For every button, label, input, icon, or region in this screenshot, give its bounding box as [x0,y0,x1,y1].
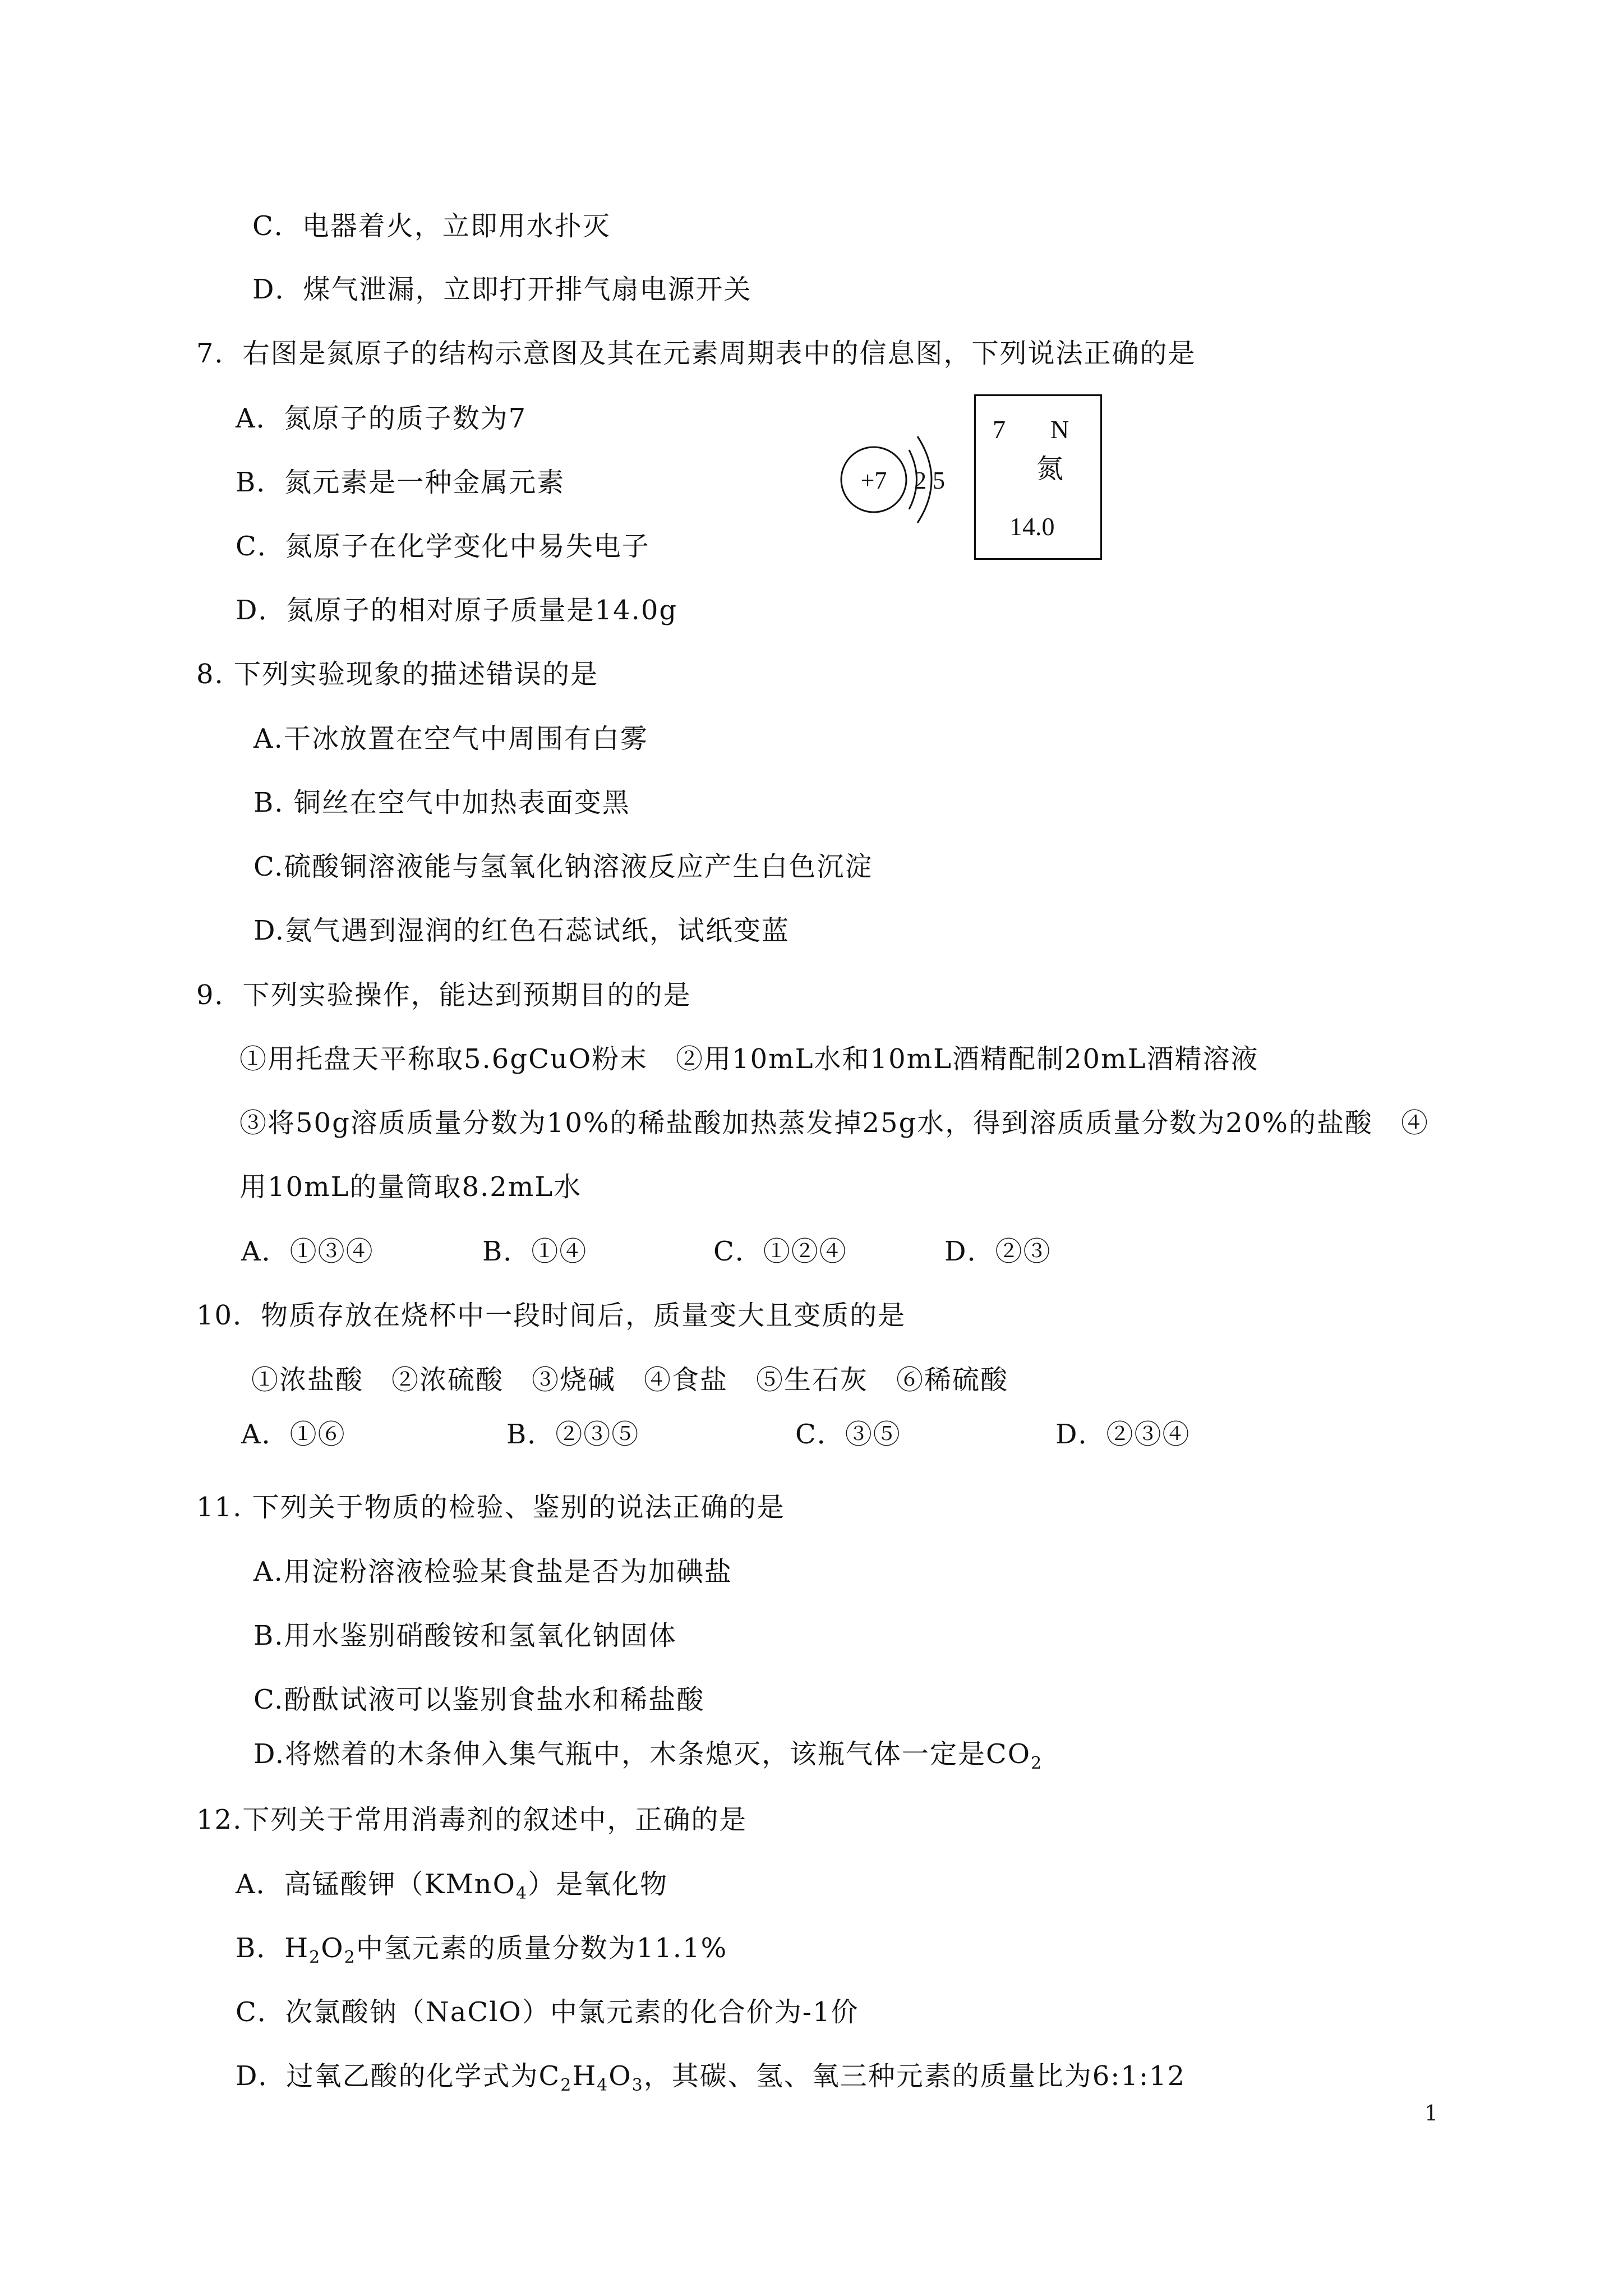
q10-option-c: C．③⑤ [795,1419,901,1450]
nucleus-charge: +7 [860,467,887,494]
q6-option-c: C．电器着火，立即用水扑灭 [252,210,611,242]
q7-option-d: D．氮原子的相对原子质量是14.0g [236,595,678,626]
q7-option-c: C．氮原子在化学变化中易失电子 [236,531,650,562]
q11-option-a: A.用淀粉溶液检验某食盐是否为加碘盐 [253,1556,732,1588]
q12-option-d: D．过氧乙酸的化学式为$C_2H_4O_3$，其碳、氢、氧三种元素的质量比为6:1:12 [236,2060,1186,2095]
q6-option-d: D．煤气泄漏，立即打开排气扇电源开关 [252,274,752,305]
element-symbol: N [1050,415,1069,444]
q12-stem: 12.下列关于常用消毒剂的叙述中，正确的是 [196,1804,748,1835]
q9-option-c: C．①②④ [713,1236,847,1267]
q10-option-b: B．②③⑤ [506,1419,640,1450]
q7-stem: 7．右图是氮原子的结构示意图及其在元素周期表中的信息图，下列说法正确的是 [196,338,1196,369]
shell2-electrons: 5 [933,467,945,494]
q11-option-b: B.用水鉴别硝酸铵和氢氧化钠固体 [253,1620,677,1651]
q7-option-b: B．氮元素是一种金属元素 [236,467,565,498]
q12-option-c: C．次氯酸钠（NaClO）中氯元素的化合价为-1价 [236,1996,859,2028]
q11-option-d: D.将燃着的木条伸入集气瓶中，木条熄灭，该瓶气体一定是$CO_2$ [253,1738,1043,1773]
q8-option-a: A.干冰放置在空气中周围有白雾 [253,723,648,754]
q8-option-b: B. 铜丝在空气中加热表面变黑 [253,787,630,818]
q9-item-line-2: ③将50g溶质质量分数为10%的稀盐酸加热蒸发掉25g水，得到溶质质量分数为20%的盐酸 ④ [239,1107,1429,1139]
q9-option-b: B．①④ [482,1236,588,1267]
q9-option-d: D．②③ [944,1236,1052,1267]
q9-option-a: A．①③④ [241,1236,374,1267]
q9-stem: 9．下列实验操作，能达到预期目的的是 [196,979,691,1011]
q10-stem: 10．物质存放在烧杯中一段时间后，质量变大且变质的是 [196,1300,906,1331]
q11-option-c: C.酚酞试液可以鉴别食盐水和稀盐酸 [253,1684,705,1715]
q12-option-a: A．高锰酸钾（KMnO$_4$）是氧化物 [236,1869,668,1903]
q12-option-b: B．$H_2O_2$中氢元素的质量分数为11.1% [236,1932,728,1967]
q8-stem: 8. 下列实验现象的描述错误的是 [196,659,599,690]
q9-item-line-3: 用10mL的量筒取8.2mL水 [239,1171,582,1203]
q10-option-a: A．①⑥ [241,1419,346,1450]
q8-option-d: D.氨气遇到湿润的红色石蕊试纸，试纸变蓝 [253,915,790,946]
atomic-number: 7 [993,415,1006,444]
q9-item-line-1: ①用托盘天平称取5.6gCuO粉末 ②用10mL水和10mL酒精配制20mL酒精溶液 [239,1043,1259,1075]
nitrogen-atom-diagram [836,415,965,544]
periodic-table-tile [974,394,1102,560]
q8-option-c: C.硫酸铜溶液能与氢氧化钠溶液反应产生白色沉淀 [253,851,873,882]
q11-stem: 11. 下列关于物质的检验、鉴别的说法正确的是 [196,1492,785,1523]
q7-option-a: A．氮原子的质子数为7 [236,403,527,434]
q10-items: ①浓盐酸 ②浓硫酸 ③烧碱 ④食盐 ⑤生石灰 ⑥稀硫酸 [251,1364,1009,1396]
q10-option-d: D．②③④ [1055,1419,1191,1450]
shell1-electrons: 2 [914,467,926,494]
atomic-mass: 14.0 [1009,512,1055,541]
page-number: 1 [1424,2101,1438,2125]
element-name: 氮 [1036,453,1064,485]
